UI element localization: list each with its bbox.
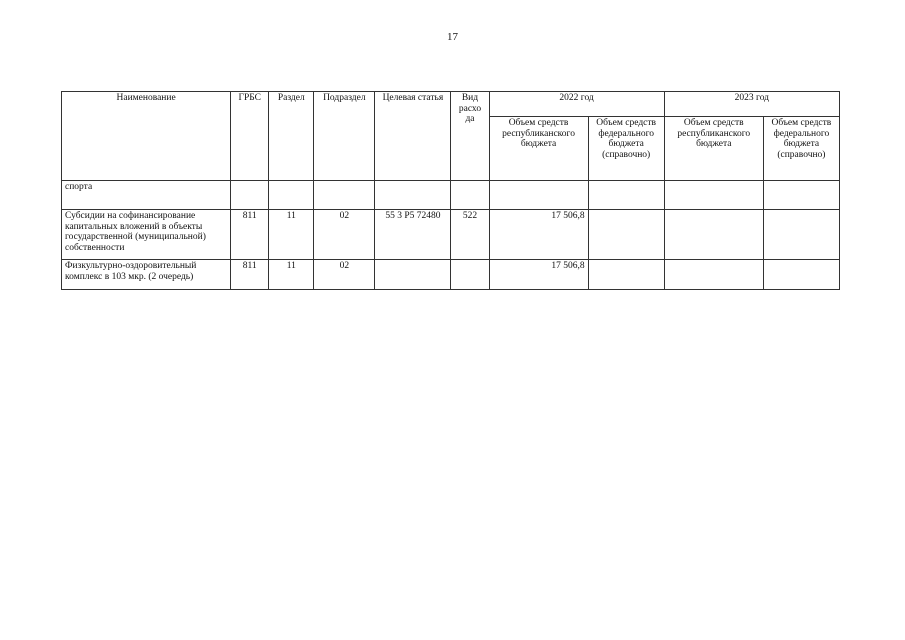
- cell-fed-2023: [763, 210, 839, 260]
- cell-razdel: [269, 181, 314, 210]
- cell-target: 55 3 P5 72480: [375, 210, 451, 260]
- cell-rep-2022: 17 506,8: [489, 260, 588, 290]
- cell-rep-2022: [489, 181, 588, 210]
- cell-fed-2022: [588, 260, 664, 290]
- cell-podrazdel: 02: [314, 260, 375, 290]
- header-fed-budget-2023: Объем средств федерального бюджета (справочно): [763, 117, 839, 181]
- cell-fed-2023: [763, 260, 839, 290]
- header-fed-budget-2022: Объем средств федерального бюджета (справочно): [588, 117, 664, 181]
- cell-fed-2023: [763, 181, 839, 210]
- cell-name: спорта: [62, 181, 231, 210]
- budget-table: [61, 91, 840, 290]
- table-row: [62, 210, 840, 260]
- header-grbs: ГРБС: [231, 92, 269, 181]
- cell-rep-2022: 17 506,8: [489, 210, 588, 260]
- cell-name: Физкультурно-оздоровительный комплекс в 103 мкр. (2 очередь): [62, 260, 231, 290]
- header-year-2023: 2023 год: [664, 92, 839, 117]
- page-number: 17: [447, 31, 458, 43]
- cell-rep-2023: [664, 210, 763, 260]
- cell-name: Субсидии на софинансирование капитальных вложений в объекты государственной (муниципальной) собственности: [62, 210, 231, 260]
- header-year-2022: 2022 год: [489, 92, 664, 117]
- header-row-top: [62, 92, 840, 117]
- header-name: Наименование: [62, 92, 231, 181]
- cell-grbs: 811: [231, 260, 269, 290]
- cell-grbs: 811: [231, 210, 269, 260]
- cell-grbs: [231, 181, 269, 210]
- header-target: Целевая статья: [375, 92, 451, 181]
- cell-vid: 522: [451, 210, 489, 260]
- cell-vid: [451, 181, 489, 210]
- header-rep-budget-2022: Объем средств республиканского бюджета: [489, 117, 588, 181]
- cell-podrazdel: 02: [314, 210, 375, 260]
- header-rep-budget-2023: Объем средств республиканского бюджета: [664, 117, 763, 181]
- cell-rep-2023: [664, 181, 763, 210]
- cell-rep-2023: [664, 260, 763, 290]
- cell-fed-2022: [588, 210, 664, 260]
- header-vid: Вид расхо да: [451, 92, 489, 181]
- table-row: [62, 181, 840, 210]
- table-row: [62, 260, 840, 290]
- cell-target: [375, 260, 451, 290]
- cell-vid: [451, 260, 489, 290]
- cell-fed-2022: [588, 181, 664, 210]
- header-razdel: Раздел: [269, 92, 314, 181]
- cell-razdel: 11: [269, 260, 314, 290]
- cell-podrazdel: [314, 181, 375, 210]
- cell-razdel: 11: [269, 210, 314, 260]
- header-podrazdel: Подраздел: [314, 92, 375, 181]
- cell-target: [375, 181, 451, 210]
